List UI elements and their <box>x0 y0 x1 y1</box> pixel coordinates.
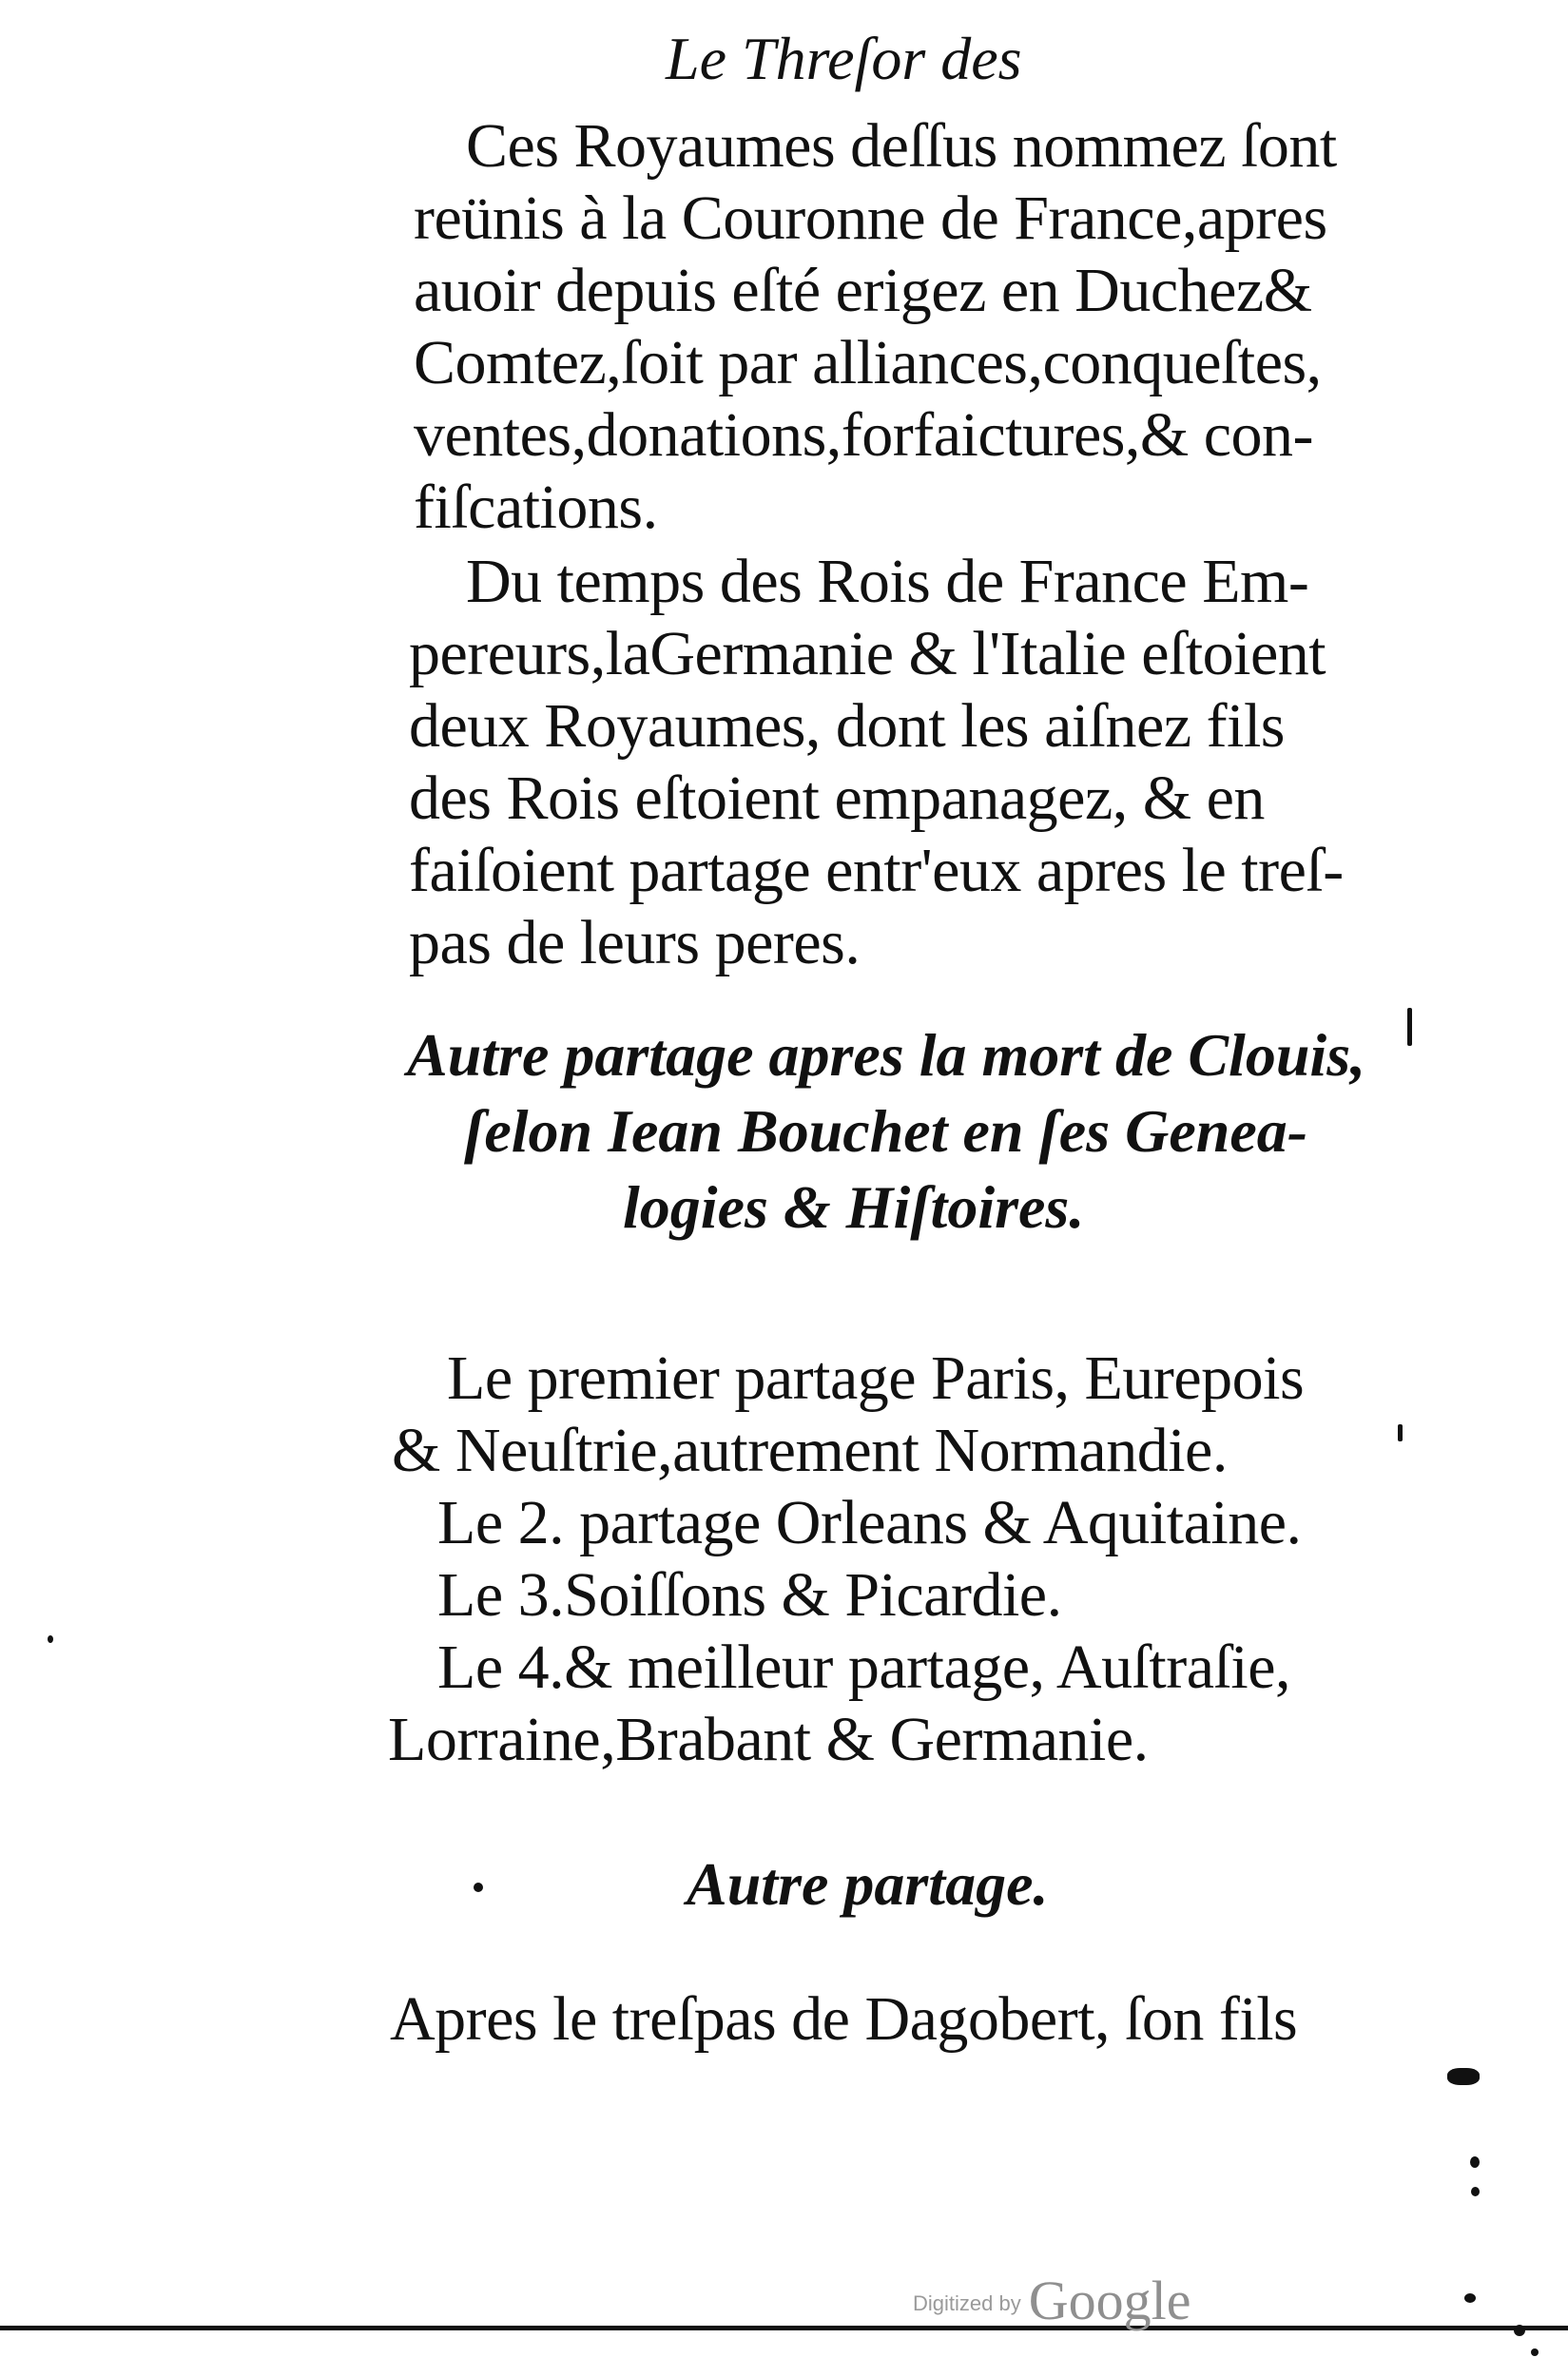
partage-list-line: & Neuſtrie,autrement Normandie. <box>392 1416 1228 1485</box>
partage-list-line: Lorraine,Brabant & Germanie. <box>388 1705 1149 1774</box>
bottom-scan-edge <box>0 2326 1568 2330</box>
scan-speck <box>1471 2187 1480 2196</box>
partage-list-line: Le premier partage Paris, Eurepois <box>447 1343 1305 1413</box>
digitized-label: Digitized by <box>913 2291 1021 2315</box>
scan-speck <box>1407 1008 1412 1046</box>
scan-speck <box>1531 2348 1539 2356</box>
paragraph-2-line: pereurs,laGermanie & l'Italie eſtoient <box>409 619 1326 688</box>
section-heading-1-line: logies & Hiſtoires. <box>623 1173 1085 1241</box>
paragraph-2-line: pas de leurs peres. <box>409 908 861 977</box>
paragraph-1-line: fiſcations. <box>414 473 658 542</box>
scan-speck <box>474 1883 483 1892</box>
paragraph-1-line: reünis à la Couronne de France,apres <box>414 184 1327 253</box>
scan-speck <box>1464 2293 1476 2303</box>
section-heading-1-line: ſelon Iean Bouchet en ſes Genea- <box>464 1097 1308 1165</box>
section-heading-2: Autre partage. <box>687 1850 1049 1918</box>
google-wordmark: Google <box>1028 2270 1191 2331</box>
scan-speck <box>1398 1424 1403 1441</box>
section-heading-1-line: Autre partage apres la mort de Clouis, <box>407 1021 1366 1089</box>
scan-speck <box>1447 2068 1480 2085</box>
running-header: Le Threſor des <box>666 25 1022 92</box>
paragraph-2-line: Du temps des Rois de France Em- <box>466 547 1309 616</box>
paragraph-1-line: Comtez,ſoit par alliances,conqueſtes, <box>414 328 1322 397</box>
paragraph-2-line: faiſoient partage entr'eux apres le treſ- <box>409 836 1344 905</box>
paragraph-1-line: Ces Royaumes deſſus nommez ſont <box>466 111 1337 181</box>
partage-list-line: Le 3.Soiſſons & Picardie. <box>437 1560 1062 1630</box>
paragraph-3-line: Apres le treſpas de Dagobert, ſon fils <box>390 1984 1298 2054</box>
paragraph-2-line: des Rois eſtoient empanagez, & en <box>409 763 1265 833</box>
paragraph-2-line: deux Royaumes, dont les aiſnez fils <box>409 691 1285 761</box>
partage-list-line: Le 4.& meilleur partage, Auſtraſie, <box>437 1633 1290 1702</box>
digitized-watermark <box>913 2253 1331 2329</box>
partage-list-line: Le 2. partage Orleans & Aquitaine. <box>437 1488 1302 1557</box>
scan-speck <box>48 1635 53 1643</box>
paragraph-1-line: ventes,donations,forfaictures,& con- <box>414 400 1314 470</box>
scan-speck <box>1470 2156 1480 2168</box>
paragraph-1-line: auoir depuis eſté erigez en Duchez& <box>414 256 1312 325</box>
